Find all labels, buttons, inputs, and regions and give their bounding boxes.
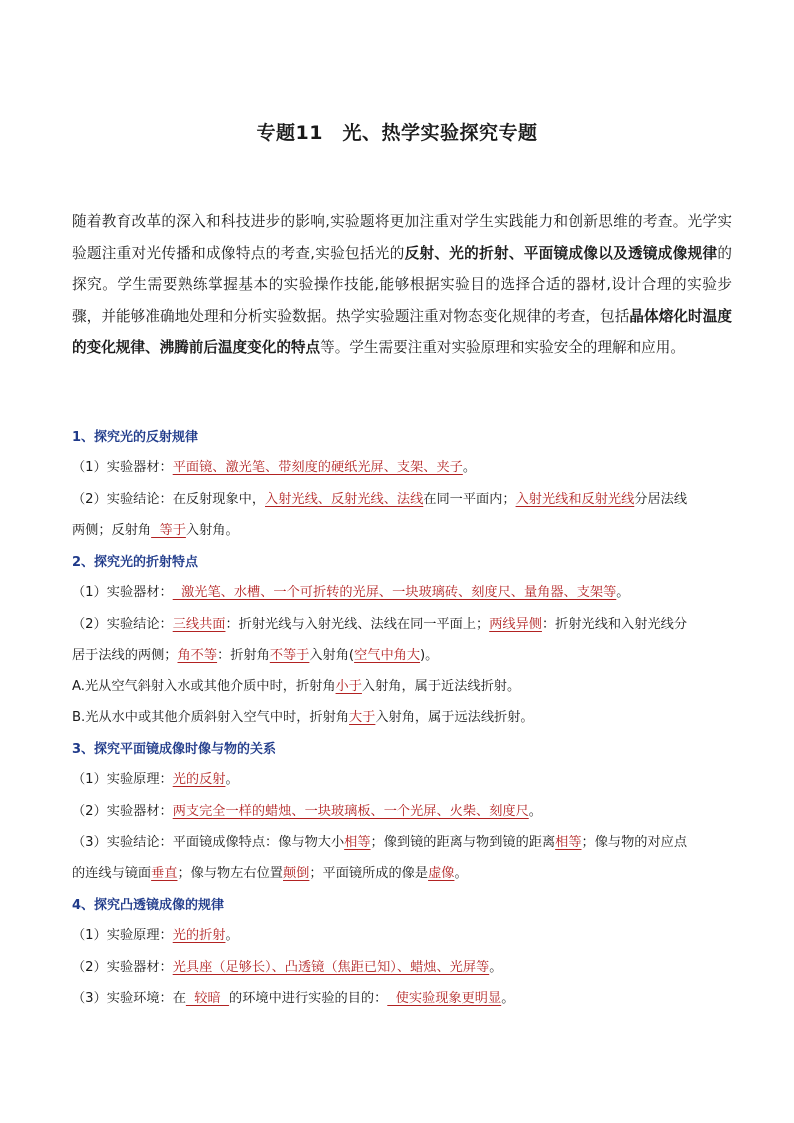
answer-blank: 使实验现象更明显 [387, 991, 502, 1006]
intro-bold-text: 晶体熔化时温度的变化规律、沸腾前后温度变化的特点 [72, 307, 732, 357]
answer-blank: 大于 [349, 710, 376, 725]
text-line: A.光从空气斜射入水或其他介质中时，折射角小于入射角，属于近法线折射。 [72, 679, 521, 694]
answer-blank: 激光笔、水槽、一个可折转的光屏、一块玻璃砖、刻度尺、量角器、支架等 [172, 585, 617, 600]
answer-blank: 入射光线和反射光线 [515, 492, 635, 507]
answer-blank: 三线共面 [172, 617, 226, 632]
answer-blank: 入射光线、反射光线、法线 [265, 492, 424, 507]
intro-text: 的探究。学生需要熟练掌握基本的实验操作技能,能够根据实验目的选择合适的器材,设计合理的实验步骤，并能够准确地处理和分析实验数据。热学实验题注重对物态变化规律的考查，包括 [72, 244, 732, 325]
text-line: （2）实验器材：光具座（足够长）、凸透镜（焦距已知）、蜡烛、光屏等。 [72, 960, 503, 975]
text-line: 居于法线的两侧；角不等：折射角不等于入射角(空气中角大)。 [72, 648, 439, 663]
text-line: （2）实验结论：三线共面：折射光线与入射光线、法线在同一平面上；两线异侧：折射光线和入射光线分 [72, 617, 688, 632]
answer-blank: 小于 [335, 679, 362, 694]
intro-paragraph [72, 206, 732, 364]
page-title: 专题11 光、热学实验探究专题 [256, 122, 538, 144]
answer-blank: 较暗 [185, 991, 230, 1006]
section-heading: 3、探究平面镜成像时像与物的关系 [72, 742, 277, 757]
section-convex-lens [72, 896, 732, 1006]
answer-blank: 光的反射 [172, 772, 226, 787]
answer-blank: 不等于 [269, 648, 310, 663]
text-line: B.光从水中或其他介质斜射入空气中时，折射角大于入射角，属于远法线折射。 [72, 710, 534, 725]
answer-blank: 颠倒 [283, 866, 310, 881]
answer-blank: 光的折射 [172, 928, 226, 943]
section-plane-mirror [72, 740, 732, 881]
text-line: 两侧；反射角 等于入射角。 [72, 523, 239, 538]
intro-text: 等。学生需要注重对实验原理和实验安全的理解和应用。 [320, 339, 685, 357]
intro-text: 随着教育改革的深入和科技进步的影响,实验题将更加注重对学生实践能力和创新思维的考查。光学实验题注重对光传播和成像特点的考查,实验包括光的 [72, 213, 732, 262]
intro-bold-text: 反射、光的折射、平面镜成像以及透镜成像规律 [404, 244, 718, 262]
answer-blank: 平面镜、激光笔、带刻度的硬纸光屏、支架、夹子 [172, 460, 463, 475]
answer-blank: 垂直 [151, 866, 178, 881]
text-line: （1）实验原理：光的折射。 [72, 928, 239, 943]
answer-blank: 两线异侧 [489, 617, 542, 632]
answer-blank: 相等 [555, 835, 582, 850]
answer-blank: 等于 [151, 523, 186, 538]
section-heading: 4、探究凸透镜成像的规律 [72, 898, 225, 913]
text-line: （2）实验器材：两支完全一样的蜡烛、一块玻璃板、一个光屏、火柴、刻度尺。 [72, 804, 542, 819]
answer-blank: 光具座（足够长）、凸透镜（焦距已知）、蜡烛、光屏等 [172, 960, 490, 975]
section-refraction [72, 553, 732, 725]
text-line: （1）实验器材：平面镜、激光笔、带刻度的硬纸光屏、支架、夹子。 [72, 460, 477, 475]
text-line: （3）实验结论：平面镜成像特点：像与物大小相等；像到镜的距离与物到镜的距离相等；像与物的对应点 [72, 835, 688, 850]
text-line: （3）实验环境：在 较暗 的环境中进行实验的目的： 使实验现象更明显。 [72, 991, 515, 1006]
section-heading: 2、探究光的折射特点 [72, 555, 199, 570]
answer-blank: 空气中角大 [354, 648, 421, 663]
answer-blank: 角不等 [177, 648, 218, 663]
text-line: 的连线与镜面垂直；像与物左右位置颠倒；平面镜所成的像是虚像。 [72, 866, 468, 881]
text-line: （2）实验结论：在反射现象中，入射光线、反射光线、法线在同一平面内；入射光线和反射光线分居法线 [72, 492, 688, 507]
section-reflection [72, 428, 732, 538]
text-line: （1）实验原理：光的反射。 [72, 772, 239, 787]
answer-blank: 虚像 [428, 866, 455, 881]
answer-blank: 相等 [344, 835, 371, 850]
answer-blank: 两支完全一样的蜡烛、一块玻璃板、一个光屏、火柴、刻度尺 [172, 804, 529, 819]
text-line: （1）实验器材： 激光笔、水槽、一个可折转的光屏、一块玻璃砖、刻度尺、量角器、支架等。 [72, 585, 630, 600]
section-heading: 1、探究光的反射规律 [72, 430, 199, 445]
